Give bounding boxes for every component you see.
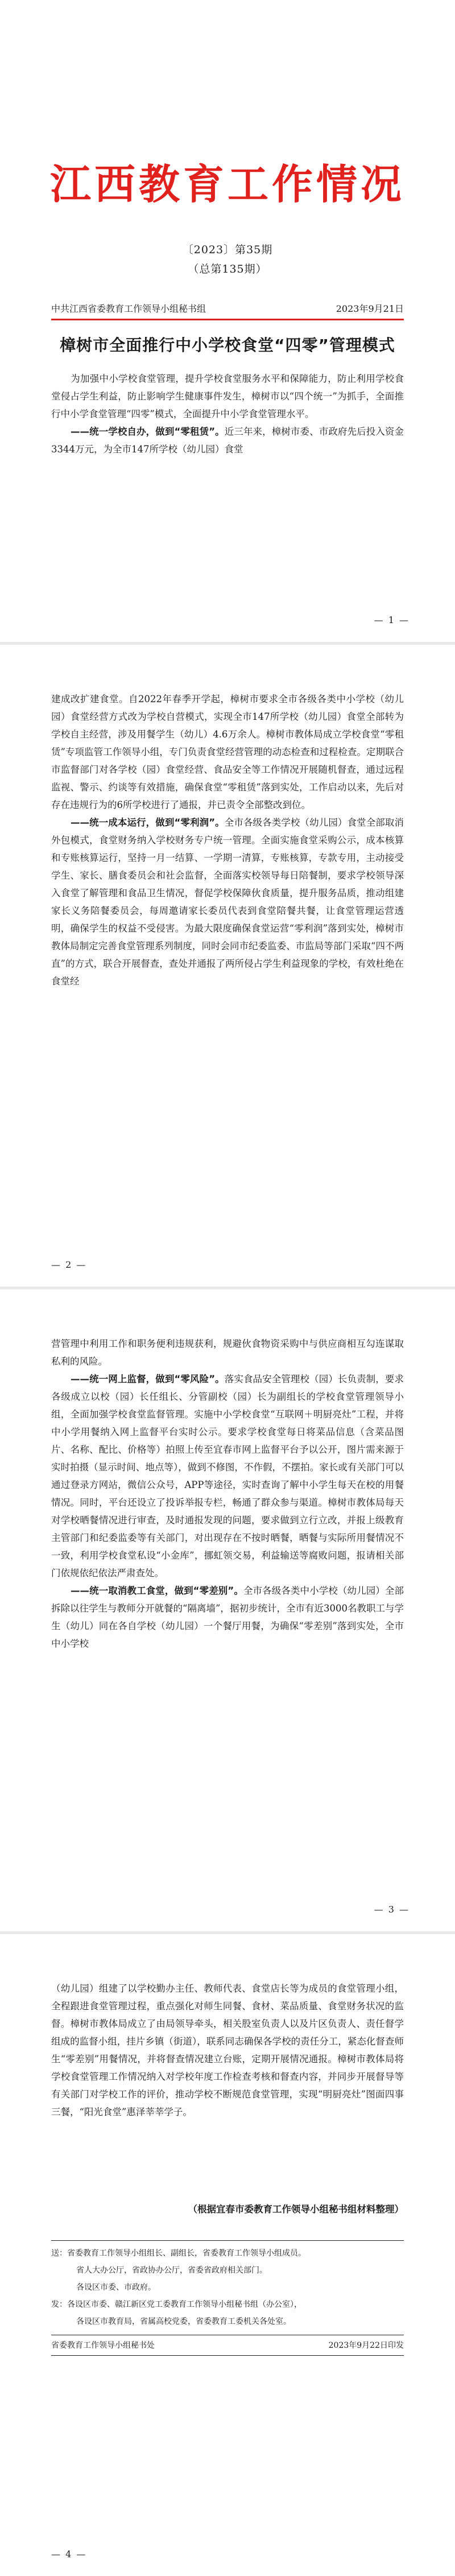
publisher: 中共江西省委教育工作领导小组秘书组 bbox=[51, 303, 206, 314]
article-body-p4 bbox=[51, 1980, 404, 2121]
page-4 bbox=[0, 1934, 455, 2576]
page-number-4: — 4 — bbox=[51, 2549, 87, 2559]
distribution-rule-top bbox=[51, 2240, 404, 2241]
issue-date: 2023年9月21日 bbox=[336, 303, 404, 314]
page-3 bbox=[0, 1289, 455, 1931]
subheading-1: ——统一学校自办，做到“零租赁”。 bbox=[71, 426, 225, 437]
section-4-text: 全市各级各类中小学校（幼儿园）全部拆除以往学生与教师分开就餐的“隔离墙”，据初步统计，全市有近3000名教职工与学生（幼儿）同在各自学校（幼儿园）一个餐厅用餐，为确保“零差别”落到实处，全市中小学校 bbox=[51, 1585, 404, 1649]
subheading-4: ——统一取消教工食堂，做到“零差别”。 bbox=[71, 1585, 243, 1596]
distribution-line-2: 省人大办公厅，省政协办公厅，省委省政府相关部门。 bbox=[76, 2266, 267, 2275]
distribution-line-1: 送：省委教育工作领导小组组长、副组长，省委教育工作领导小组成员。 bbox=[51, 2249, 306, 2258]
article-body-p1 bbox=[51, 370, 404, 458]
source-note: （根据宜春市委教育工作领导小组秘书组材料整理） bbox=[188, 2204, 404, 2215]
page-number-1: — 1 — bbox=[374, 615, 410, 625]
intro-paragraph: 为加强中小学校食堂管理，提升学校食堂服务水平和保障能力，防止利用学校食堂侵占学生利益，防止影响学生健康事件发生，樟树市以“四个统一”为抓手，全面推行中小学食堂管理“四零”模式，全面提升中小学食堂管理水平。 bbox=[51, 373, 404, 419]
masthead-title: 江西教育工作情况 bbox=[49, 160, 405, 208]
article-title: 樟树市全面推行中小学校食堂“四零”管理模式 bbox=[60, 336, 395, 355]
issue-total: （总第135期） bbox=[188, 263, 267, 275]
distribution-list bbox=[51, 2245, 404, 2330]
print-footer bbox=[51, 2339, 404, 2352]
issue-number: 〔2023〕第35期 bbox=[182, 244, 273, 256]
section-1-text: 近三年来，樟树市委、市政府先后投入资金3344万元，为全市147所学校（幼儿园）食堂 bbox=[51, 426, 404, 455]
page-number-3: — 3 — bbox=[374, 1904, 410, 1915]
distribution-line-3: 各设区市委、市政府。 bbox=[76, 2283, 156, 2292]
issue-meta bbox=[51, 302, 404, 315]
distribution-line-4: 发：各设区市委、赣江新区党工委教育工作领导小组秘书组（办公室）， bbox=[51, 2300, 302, 2309]
section-4-continued: （幼儿园）组建了以学校勤办主任、教师代表、食堂店长等为成员的食堂管理小组，全程跟进食堂管理过程，重点强化对师生同餐、食材、菜品质量、食堂财务状况的监督。樟树市教体局成立了由局领导牵头，相关股室负责人以及片区负责人、责任督学组成的监督小组，挂片乡镇（街道），联系同志确保各学校的责任分工，紧态化督查师生“零差别”用餐情况，并将督查情况建立台账，定期开展情况通报。樟树市教体局将学校食堂管理工作情况纳入对学校年度工作检查考核和督查内容，并同步开展督导等有关部门对学校工作的评价，推动学校不断规范食堂管理，实现“明厨亮灶”图面四事三餐，“阳光食堂”惠泽莘莘学子。 bbox=[51, 1983, 404, 2117]
distribution-rule-bottom bbox=[51, 2355, 404, 2356]
page-number-2: — 2 — bbox=[51, 1259, 87, 1270]
red-divider bbox=[51, 319, 404, 320]
section-1-continued: 建成改扩建食堂。自2022年春季开学起，樟树市要求全市各级各类中小学校（幼儿园）食堂经营方式改为学校自营模式，实现全市147所学校（幼儿园）食堂全部转为学校自主经营，涉及用餐学生（幼儿）4.6万余人。樟树市教体局成立学校食堂“零租赁”专项监管工作领导小组，专门负责食堂经营管理的动态检查和过程检查。定期联合市监督部门对各学校（园）食堂经营、食品安全等工作情况开展随机督查，通过远程监视、警示、约谈等有效措施，确保食堂“零租赁”落到实处，工作启动以来，先后对存在违规行为的6所学校进行了通报，并已责令全部整改到位。 bbox=[51, 694, 404, 810]
printing-office: 省委教育工作领导小组秘书处 bbox=[51, 2341, 155, 2350]
article-body-p2 bbox=[51, 690, 404, 990]
distribution-line-5: 各设区市教育局，省属高校党委，省委教育工委机关各处室。 bbox=[76, 2317, 291, 2326]
print-date: 2023年9月22日印发 bbox=[328, 2341, 404, 2350]
section-2-text: 全市各级各类学校（幼儿园）食堂全部取消外包模式，食堂财务纳入学校财务专户统一管理。全面实施食堂采购公示，成本核算和专账核算运行，坚持一月一结算、一学期一清算，专账核算，专款专用，主动接受学生、家长、膳食委员会和社会监督，全面落实校领导每日陪餐制，要求学校领导深入食堂了解管理和食品卫生情况，督促学校保障伙食质量，提升服务品质，推动组建家长义务陪餐委员会，每周邀请家长委员代表到食堂陪餐共餐，让食堂管理运营透明，确保学生的权益不受侵害。为最大限度确保食堂运营“零利润”落到实处，樟树市教体局制定完善食堂管理系列制度，同时会同市纪委监委、市监局等部门采取“四不两直”的方式，联合开展督查，查处并通报了两所侵占学生利益现象的学校，有效杜绝在食堂经 bbox=[51, 817, 404, 987]
section-3-text: 落实食品安全管理校（园）长负责制，要求各级成立以校（园）长任组长、分管副校（园）长为副组长的学校食堂管理领导小组，全面加强学校食堂监督管理。实施中小学校食堂“互联网＋明厨亮灶”工程，并将中小学用餐纳入网上监督平台实时公示。要求学校食堂每日将菜品信息（含菜品图片、名称、配比、价格等）拍照上传至宜春市网上监督平台予以公开，图片需来源于实时拍摄（显示时间、地点等），做到不修图，不作假，不摆拍。家长或有关部门可以通过登录方网站，微信公众号，APP等途径，实时查询了解中小学生每天在校的用餐情况。同时，平台还设立了投诉举报专栏，畅通了群众参与渠道。樟树市教体局每天对学校晒餐情况进行审查，及时通报发现的问题，要求做到立行立改，并报上级教育主管部门和纪委监委等有关部门，对出现存在不按时晒餐，晒餐与实际所用餐情况不一致，利用学校食堂私设“小金库”，挪虹领交易，利益输送等腐败问题，报请相关部门依规依纪依法严肃查处。 bbox=[51, 1374, 404, 1578]
section-2-continued: 营管理中利用工作和职务便利违规获利，规避伙食物资采购中与供应商相互勾连谋取私利的风险。 bbox=[51, 1338, 404, 1367]
page-2 bbox=[0, 645, 455, 1287]
article-body-p3 bbox=[51, 1335, 404, 1652]
subheading-2: ——统一成本运行，做到“零利润”。 bbox=[71, 817, 225, 828]
page-1 bbox=[0, 0, 455, 642]
subheading-3: ——统一网上监督，做到“零风险”。 bbox=[71, 1374, 225, 1384]
